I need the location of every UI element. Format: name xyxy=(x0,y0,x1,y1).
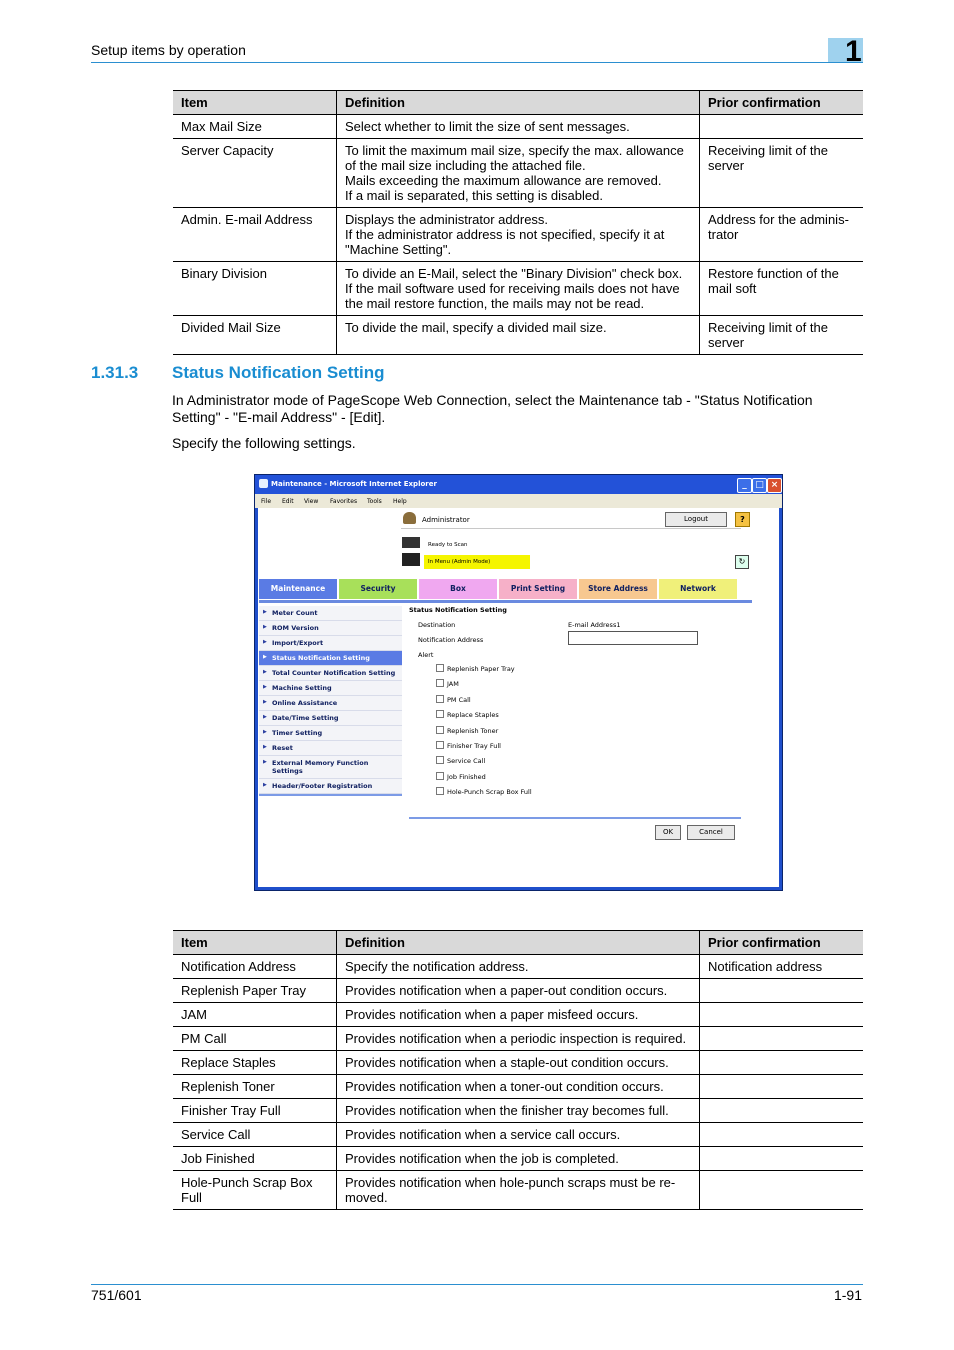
menu-tools[interactable]: Tools xyxy=(367,498,382,505)
chapter-number: 1 xyxy=(845,35,862,68)
close-icon[interactable]: × xyxy=(767,478,782,493)
menu-favorites[interactable]: Favorites xyxy=(330,498,358,505)
alert-checkbox-row[interactable] xyxy=(436,741,501,750)
footer-page-number: 1-91 xyxy=(833,1287,862,1303)
section-number: 1.31.3 xyxy=(91,363,139,382)
cell-item: Divided Mail Size xyxy=(173,316,337,355)
sidebar-item-date-time-setting[interactable] xyxy=(259,711,402,726)
sidebar-item-meter-count[interactable] xyxy=(259,606,402,621)
cell-prior-confirmation: Notification address xyxy=(700,955,864,979)
sidebar-item-label: Reset xyxy=(272,744,293,752)
administrator-icon xyxy=(403,512,416,524)
checkbox[interactable] xyxy=(436,787,444,795)
printer-icon xyxy=(402,537,420,548)
sidebar-item-label: Online Assistance xyxy=(272,699,338,707)
notification-items-table xyxy=(173,930,863,1210)
menu-file[interactable]: File xyxy=(261,498,272,505)
cell-item: Replenish Toner xyxy=(173,1075,337,1099)
content-rule xyxy=(409,817,741,819)
cell-item: Finisher Tray Full xyxy=(173,1099,337,1123)
admin-rule xyxy=(401,528,741,529)
table-row xyxy=(173,979,863,1003)
sidebar-item-label: Header/Footer Registration xyxy=(272,782,373,790)
sidebar-item-rom-version[interactable] xyxy=(259,621,402,636)
arrow-right-icon: ▶ xyxy=(263,639,267,645)
tab-bar xyxy=(259,579,750,601)
table-row xyxy=(173,1051,863,1075)
arrow-right-icon: ▶ xyxy=(263,744,267,750)
tab-box[interactable]: Box xyxy=(419,579,497,599)
table-row xyxy=(173,955,863,979)
menu-edit[interactable]: Edit xyxy=(282,498,294,505)
window-frame-bottom xyxy=(255,887,782,890)
arrow-right-icon: ▶ xyxy=(263,669,267,675)
cell-definition: Provides notification when a paper-out condition occurs. xyxy=(337,979,700,1003)
alert-label: Replace Staples xyxy=(447,711,499,720)
cell-prior-confirmation xyxy=(700,1051,864,1075)
cell-item: PM Call xyxy=(173,1027,337,1051)
printer-mode-icon xyxy=(402,553,420,566)
cell-item: JAM xyxy=(173,1003,337,1027)
cell-definition: To divide an E-Mail, select the "Binary Division" check box. If the mail software used for receiving mails does not have the mail restore function, the mails may not be read. xyxy=(337,262,700,316)
alert-checkbox-row[interactable] xyxy=(436,787,532,796)
sidebar-item-label: ROM Version xyxy=(272,624,319,632)
cell-item: Job Finished xyxy=(173,1147,337,1171)
table-row xyxy=(173,1099,863,1123)
arrow-right-icon: ▶ xyxy=(263,714,267,720)
checkbox[interactable] xyxy=(436,679,444,687)
sidebar-item-import-export[interactable] xyxy=(259,636,402,651)
table-row xyxy=(173,1027,863,1051)
window-titlebar xyxy=(255,475,782,494)
col-header-prior-confirmation: Prior confirmation xyxy=(700,91,864,115)
cell-item: Binary Division xyxy=(173,262,337,316)
cancel-button[interactable]: Cancel xyxy=(687,825,735,840)
alert-label: Hole-Punch Scrap Box Full xyxy=(447,788,532,797)
sidebar-item-label: Timer Setting xyxy=(272,729,323,737)
arrow-right-icon: ▶ xyxy=(263,759,267,765)
menu-help[interactable]: Help xyxy=(393,498,407,505)
alert-checkbox-row[interactable] xyxy=(436,710,499,719)
arrow-right-icon: ▶ xyxy=(263,729,267,735)
destination-value: E-mail Address1 xyxy=(568,621,621,629)
cell-prior-confirmation xyxy=(700,1099,864,1123)
instruction-paragraph: Specify the following settings. xyxy=(172,435,356,451)
cell-prior-confirmation xyxy=(700,1075,864,1099)
footer-model: 751/601 xyxy=(91,1287,142,1303)
arrow-right-icon: ▶ xyxy=(263,699,267,705)
table-row xyxy=(173,262,863,316)
table-row xyxy=(173,208,863,262)
maximize-icon[interactable]: □ xyxy=(752,478,767,493)
section-title: Status Notification Setting xyxy=(172,363,385,382)
ok-button[interactable]: OK xyxy=(655,825,681,840)
sidebar-item-label: Machine Setting xyxy=(272,684,332,692)
cell-prior-confirmation xyxy=(700,115,864,139)
alert-label: Job Finished xyxy=(447,772,486,781)
cell-item: Admin. E-mail Address xyxy=(173,208,337,262)
cell-prior-confirmation: Address for the adminis- trator xyxy=(700,208,864,262)
tab-maintenance[interactable]: Maintenance xyxy=(259,579,337,599)
alert-label: Finisher Tray Full xyxy=(447,742,501,750)
sidebar-item-machine-setting[interactable] xyxy=(259,681,402,696)
sidebar-rule xyxy=(259,794,402,796)
table-row xyxy=(173,139,863,208)
cell-prior-confirmation xyxy=(700,1123,864,1147)
browser-window-screenshot xyxy=(254,474,783,891)
cell-definition: Provides notification when hole-punch scraps must be re- moved. xyxy=(337,1171,700,1210)
checkbox[interactable] xyxy=(436,726,444,734)
sidebar-item-total-counter-notification-setting[interactable] xyxy=(259,666,402,681)
cell-definition: To divide the mail, specify a divided mail size. xyxy=(337,316,700,355)
ie-icon xyxy=(259,479,268,488)
menu-view[interactable]: View xyxy=(304,498,319,505)
checkbox[interactable] xyxy=(436,772,444,780)
alert-checkbox-row[interactable] xyxy=(436,726,498,735)
cell-item: Max Mail Size xyxy=(173,115,337,139)
cell-item: Notification Address xyxy=(173,955,337,979)
checkbox[interactable] xyxy=(436,756,444,764)
arrow-right-icon: ▶ xyxy=(263,654,267,660)
checkbox[interactable] xyxy=(436,664,444,672)
mail-settings-table xyxy=(173,90,863,355)
cell-prior-confirmation xyxy=(700,979,864,1003)
intro-paragraph: In Administrator mode of PageScope Web Connection, select the Maintenance tab - "Status Notification Setting" - "E-mail Address" - [Edit]. xyxy=(172,392,813,425)
alert-label: Replenish Toner xyxy=(447,726,499,735)
sidebar xyxy=(259,606,402,796)
sidebar-item-label: Import/Export xyxy=(272,639,324,647)
tab-security[interactable]: Security xyxy=(339,579,417,599)
table-row xyxy=(173,1123,863,1147)
alert-label: JAM xyxy=(447,680,459,689)
status-mode-badge: In Menu (Admin Mode) xyxy=(424,555,530,569)
alert-checkbox-row[interactable] xyxy=(436,695,471,704)
sidebar-item-header-footer-registration[interactable] xyxy=(259,779,402,794)
window-frame-right xyxy=(779,508,782,890)
cell-prior-confirmation xyxy=(700,1027,864,1051)
sidebar-item-timer-setting[interactable] xyxy=(259,726,402,741)
col-header-prior-confirmation: Prior confirmation xyxy=(700,931,864,955)
table-row xyxy=(173,1147,863,1171)
header-rule xyxy=(91,62,863,63)
tab-print-setting[interactable]: Print Setting xyxy=(499,579,577,599)
menu-bar xyxy=(255,494,782,508)
alert-checkbox-row[interactable] xyxy=(436,772,486,781)
sidebar-item-online-assistance[interactable] xyxy=(259,696,402,711)
cell-definition: Provides notification when a toner-out condition occurs. xyxy=(337,1075,700,1099)
cell-prior-confirmation: Receiving limit of the server xyxy=(700,139,864,208)
table-row xyxy=(173,1075,863,1099)
sidebar-item-reset[interactable] xyxy=(259,741,402,756)
notification-address-label: Notification Address xyxy=(418,636,484,644)
cell-definition: Provides notification when the job is completed. xyxy=(337,1147,700,1171)
cell-item: Replenish Paper Tray xyxy=(173,979,337,1003)
administrator-label: Administrator xyxy=(422,516,470,524)
alert-label: Alert xyxy=(418,651,434,659)
window-title: Maintenance - Microsoft Internet Explorer xyxy=(271,480,437,488)
sidebar-item-label: External Memory Function Settings xyxy=(272,759,369,775)
cell-definition: To limit the maximum mail size, specify the max. allowance of the mail size including the attached file. Mails exceeding the maximum allowance are removed. If a mail is separated, this setting is disabled. xyxy=(337,139,700,208)
arrow-right-icon: ▶ xyxy=(263,782,267,788)
help-icon[interactable]: ? xyxy=(735,512,750,527)
checkbox[interactable] xyxy=(436,695,444,703)
cell-definition: Provides notification when a paper misfeed occurs. xyxy=(337,1003,700,1027)
col-header-definition: Definition xyxy=(337,91,700,115)
checkbox[interactable] xyxy=(436,710,444,718)
cell-definition: Displays the administrator address. If the administrator address is not specified, specify it at "Machine Setting". xyxy=(337,208,700,262)
destination-label: Destination xyxy=(418,621,456,629)
cell-item: Hole-Punch Scrap Box Full xyxy=(173,1171,337,1210)
arrow-right-icon: ▶ xyxy=(263,609,267,615)
cell-definition: Provides notification when a periodic inspection is required. xyxy=(337,1027,700,1051)
tab-underline xyxy=(259,600,752,603)
alert-label: Replenish Paper Tray xyxy=(447,665,515,673)
checkbox[interactable] xyxy=(436,741,444,749)
alert-checkbox-row[interactable] xyxy=(436,679,459,688)
footer-rule xyxy=(91,1284,863,1285)
alert-checkbox-row[interactable] xyxy=(436,664,515,673)
tab-store-address[interactable]: Store Address xyxy=(579,579,657,599)
sidebar-item-label: Date/Time Setting xyxy=(272,714,339,722)
table-row xyxy=(173,1171,863,1210)
notification-address-input[interactable] xyxy=(568,631,698,645)
col-header-item: Item xyxy=(173,91,337,115)
table-row xyxy=(173,115,863,139)
sidebar-item-label: Meter Count xyxy=(272,609,318,617)
cell-definition: Specify the notification address. xyxy=(337,955,700,979)
tab-network[interactable]: Network xyxy=(659,579,737,599)
table-row xyxy=(173,1003,863,1027)
refresh-icon[interactable]: ↻ xyxy=(735,555,749,569)
col-header-item: Item xyxy=(173,931,337,955)
cell-prior-confirmation: Restore function of the mail soft xyxy=(700,262,864,316)
arrow-right-icon: ▶ xyxy=(263,684,267,690)
cell-item: Replace Staples xyxy=(173,1051,337,1075)
sidebar-item-external-memory-function-settings[interactable] xyxy=(259,756,402,779)
cell-prior-confirmation xyxy=(700,1147,864,1171)
alert-label: PM Call xyxy=(447,695,471,704)
logout-button[interactable]: Logout xyxy=(665,512,727,527)
cell-prior-confirmation xyxy=(700,1003,864,1027)
sidebar-item-label: Status Notification Setting xyxy=(272,654,370,662)
arrow-right-icon: ▶ xyxy=(263,624,267,630)
table-row xyxy=(173,316,863,355)
running-header: Setup items by operation xyxy=(91,42,246,58)
content-title: Status Notification Setting xyxy=(409,606,507,614)
cell-item: Server Capacity xyxy=(173,139,337,208)
sidebar-item-status-notification-setting[interactable] xyxy=(259,651,402,666)
cell-item: Service Call xyxy=(173,1123,337,1147)
alert-checkbox-row[interactable] xyxy=(436,756,485,765)
status-ready: Ready to Scan xyxy=(428,542,468,548)
web-page xyxy=(258,508,779,887)
minimize-icon[interactable]: _ xyxy=(737,478,752,493)
cell-prior-confirmation: Receiving limit of the server xyxy=(700,316,864,355)
col-header-definition: Definition xyxy=(337,931,700,955)
cell-definition: Provides notification when a service call occurs. xyxy=(337,1123,700,1147)
alert-label: Service Call xyxy=(447,757,486,766)
cell-prior-confirmation xyxy=(700,1171,864,1210)
cell-definition: Provides notification when the finisher tray becomes full. xyxy=(337,1099,700,1123)
cell-definition: Select whether to limit the size of sent messages. xyxy=(337,115,700,139)
cell-definition: Provides notification when a staple-out condition occurs. xyxy=(337,1051,700,1075)
sidebar-item-label: Total Counter Notification Setting xyxy=(272,669,396,677)
